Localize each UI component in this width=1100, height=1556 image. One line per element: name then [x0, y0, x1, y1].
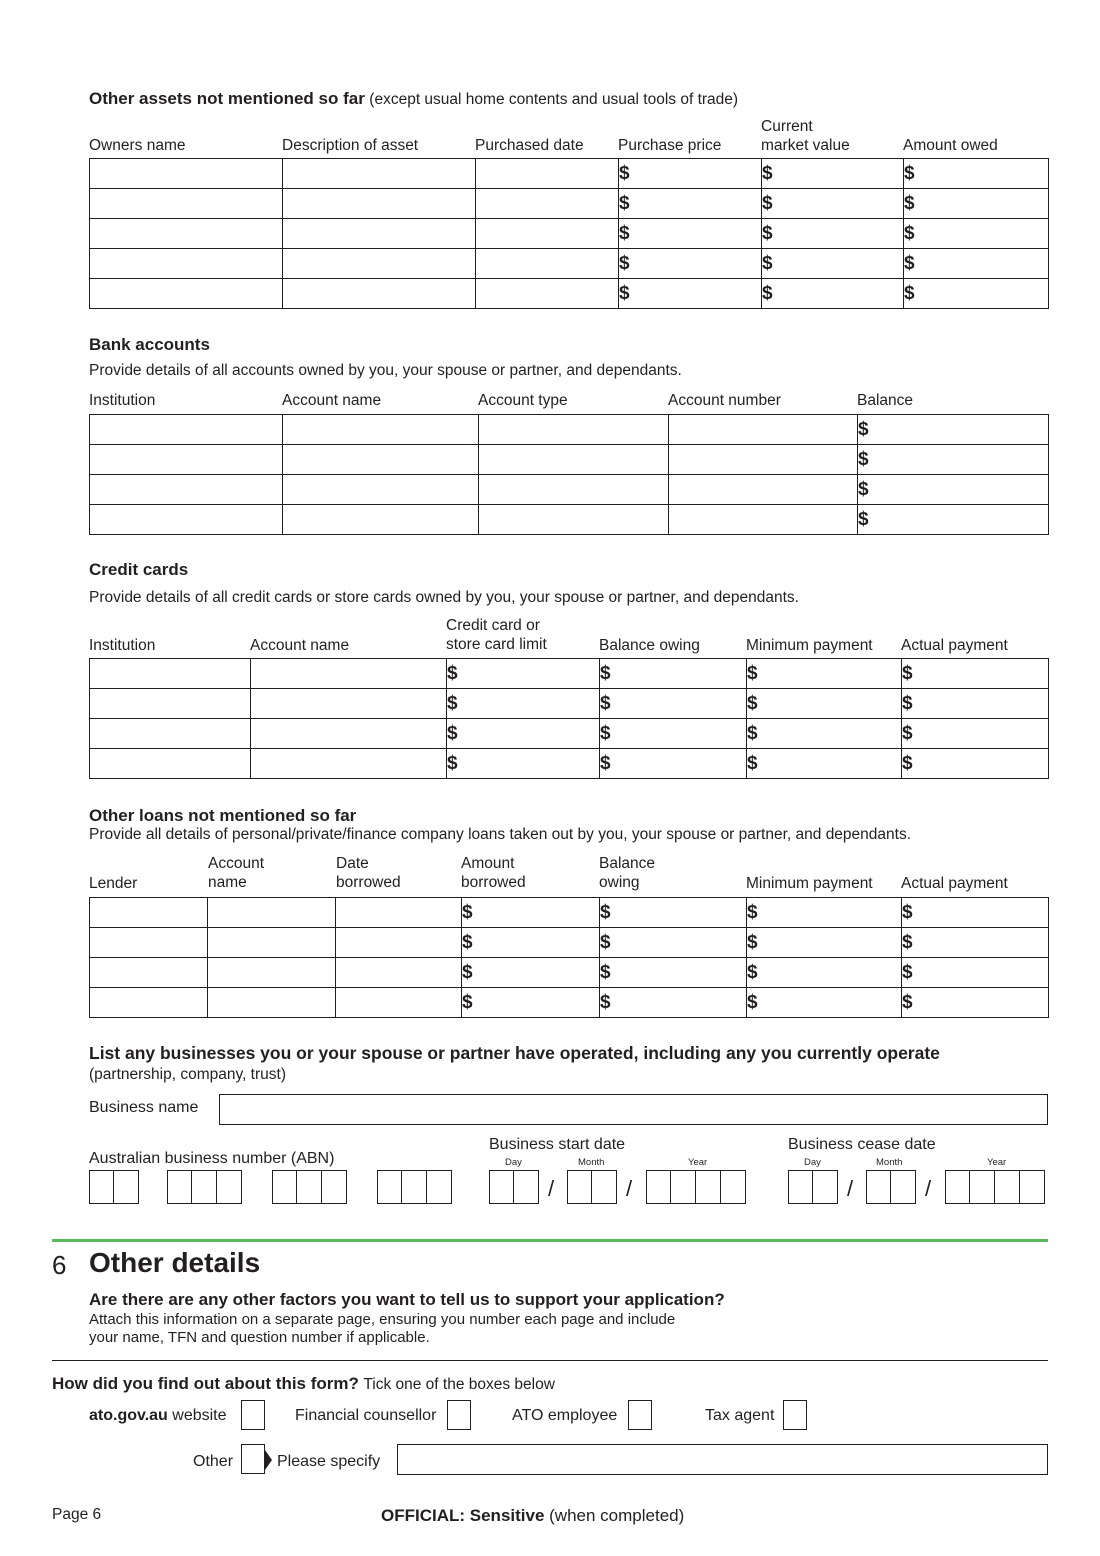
minimum-payment-cell[interactable]: $ — [747, 659, 902, 689]
date-borrowed-cell[interactable] — [336, 928, 462, 958]
assets-note: (except usual home contents and usual tools of trade) — [369, 91, 739, 108]
account-type-cell[interactable] — [479, 415, 669, 445]
description-cell[interactable] — [283, 249, 476, 279]
col-card-limit: Credit card or store card limit — [446, 617, 547, 653]
account-type-cell[interactable] — [479, 445, 669, 475]
market-value-cell[interactable]: $ — [762, 249, 904, 279]
page-number: Page 6 — [52, 1506, 102, 1523]
table-row — [90, 958, 1049, 988]
balance-cell[interactable]: $ — [858, 445, 1049, 475]
amount-borrowed-cell[interactable]: $ — [462, 958, 600, 988]
lender-cell[interactable] — [90, 928, 208, 958]
credit-table — [89, 658, 1049, 779]
actual-payment-cell[interactable]: $ — [902, 958, 1049, 988]
purchased-date-cell[interactable] — [476, 159, 619, 189]
account-name-cell[interactable] — [208, 898, 336, 928]
table-row — [90, 279, 1049, 309]
lender-cell[interactable] — [90, 988, 208, 1018]
actual-payment-cell[interactable]: $ — [902, 689, 1049, 719]
account-name-cell[interactable] — [251, 659, 447, 689]
description-cell[interactable] — [283, 189, 476, 219]
factors-question: Are there are any other factors you want to tell us to support your application? — [89, 1290, 725, 1309]
account-type-cell[interactable] — [479, 475, 669, 505]
balance-cell[interactable]: $ — [858, 415, 1049, 445]
assets-heading — [89, 89, 738, 109]
col-minimum-payment: Minimum payment — [746, 875, 873, 892]
ato-website-checkbox[interactable] — [241, 1400, 265, 1430]
minimum-payment-cell[interactable]: $ — [747, 689, 902, 719]
section-title: Other details — [89, 1247, 261, 1278]
business-name-label: Business name — [89, 1099, 199, 1116]
balance-owing-cell[interactable]: $ — [600, 898, 747, 928]
start-month-label: Month — [578, 1157, 605, 1168]
table-row — [90, 475, 1049, 505]
card-limit-cell[interactable]: $ — [447, 659, 600, 689]
institution-cell[interactable] — [90, 719, 251, 749]
institution-cell[interactable] — [90, 505, 283, 535]
start-month-input[interactable] — [567, 1170, 617, 1204]
account-number-cell[interactable] — [669, 475, 858, 505]
col-lender: Lender — [89, 875, 138, 892]
balance-cell[interactable]: $ — [858, 475, 1049, 505]
purchase-price-cell[interactable]: $ — [619, 189, 762, 219]
table-row — [90, 505, 1049, 535]
financial-counsellor-checkbox[interactable] — [447, 1400, 471, 1430]
col-account-number: Account number — [668, 392, 781, 409]
table-row — [90, 659, 1049, 689]
classification-label: OFFICIAL: Sensitive — [381, 1506, 545, 1525]
cease-slash-1: / — [847, 1176, 854, 1201]
purchased-date-cell[interactable] — [476, 279, 619, 309]
cease-month-input[interactable] — [866, 1170, 916, 1204]
col-amount-owed: Amount owed — [903, 137, 998, 154]
col-balance: Balance — [857, 392, 914, 409]
lender-cell[interactable] — [90, 958, 208, 988]
option-other-label: Other — [193, 1453, 234, 1470]
col-account-name: Account name — [208, 855, 265, 891]
start-year-input[interactable] — [646, 1170, 746, 1204]
please-specify-label: Please specify — [277, 1453, 381, 1470]
bank-rows — [90, 415, 1049, 535]
ato-domain-text: ato.gov.au — [89, 1407, 168, 1424]
balance-owing-cell[interactable]: $ — [600, 749, 747, 779]
table-row — [90, 749, 1049, 779]
start-year-label: Year — [688, 1157, 708, 1168]
table-row — [90, 928, 1049, 958]
market-value-cell[interactable]: $ — [762, 189, 904, 219]
col-institution: Institution — [89, 637, 156, 654]
found-heading — [52, 1374, 555, 1394]
owners-name-cell[interactable] — [90, 189, 283, 219]
amount-borrowed-cell[interactable]: $ — [462, 898, 600, 928]
credit-title: Credit cards — [89, 560, 189, 579]
institution-cell[interactable] — [90, 475, 283, 505]
balance-owing-cell[interactable]: $ — [600, 659, 747, 689]
date-borrowed-cell[interactable] — [336, 958, 462, 988]
account-name-cell[interactable] — [283, 475, 479, 505]
business-name-input[interactable] — [219, 1094, 1048, 1125]
bank-description: Provide details of all accounts owned by you, your spouse or partner, and dependants. — [89, 362, 682, 379]
purchase-price-cell[interactable]: $ — [619, 279, 762, 309]
amount-borrowed-cell[interactable]: $ — [462, 988, 600, 1018]
card-limit-cell[interactable]: $ — [447, 719, 600, 749]
found-question: How did you find out about this form? — [52, 1374, 359, 1393]
col-account-name: Account name — [282, 392, 382, 409]
account-name-cell[interactable] — [251, 749, 447, 779]
actual-payment-cell[interactable]: $ — [902, 928, 1049, 958]
loans-table — [89, 897, 1049, 1018]
date-borrowed-cell[interactable] — [336, 898, 462, 928]
account-name-cell[interactable] — [283, 415, 479, 445]
owners-name-cell[interactable] — [90, 249, 283, 279]
found-hint: Tick one of the boxes below — [363, 1376, 555, 1393]
bank-title: Bank accounts — [89, 335, 210, 354]
card-limit-cell[interactable]: $ — [447, 749, 600, 779]
table-row — [90, 189, 1049, 219]
col-account-type: Account type — [478, 392, 568, 409]
abn-group-1[interactable] — [89, 1170, 139, 1204]
institution-cell[interactable] — [90, 659, 251, 689]
option-ato-website-label — [89, 1407, 227, 1425]
col-purchased-date: Purchased date — [475, 137, 584, 154]
col-balance-owing: Balance owing — [599, 637, 700, 654]
institution-cell[interactable] — [90, 445, 283, 475]
col-balance-owing: Balance owing — [599, 855, 656, 891]
table-row — [90, 159, 1049, 189]
table-row — [90, 445, 1049, 475]
abn-label: Australian business number (ABN) — [89, 1150, 335, 1167]
abn-group-4[interactable] — [377, 1170, 452, 1204]
balance-owing-cell[interactable]: $ — [600, 719, 747, 749]
market-value-cell[interactable]: $ — [762, 159, 904, 189]
ato-employee-checkbox[interactable] — [628, 1400, 652, 1430]
factors-instructions — [89, 1311, 675, 1347]
start-day-input[interactable] — [489, 1170, 539, 1204]
tax-agent-checkbox[interactable] — [783, 1400, 807, 1430]
purchased-date-cell[interactable] — [476, 249, 619, 279]
cease-date-label: Business cease date — [788, 1136, 936, 1153]
arrow-right-icon — [265, 1450, 273, 1475]
balance-owing-cell[interactable]: $ — [600, 958, 747, 988]
classification — [381, 1506, 684, 1526]
cease-year-label: Year — [987, 1157, 1007, 1168]
institution-cell[interactable] — [90, 689, 251, 719]
table-row — [90, 988, 1049, 1018]
actual-payment-cell[interactable]: $ — [902, 719, 1049, 749]
balance-cell[interactable]: $ — [858, 505, 1049, 535]
ato-website-text: website — [167, 1407, 227, 1424]
cease-day-input[interactable] — [788, 1170, 838, 1204]
card-limit-cell[interactable]: $ — [447, 689, 600, 719]
col-account-name: Account name — [250, 637, 350, 654]
table-row — [90, 898, 1049, 928]
minimum-payment-cell[interactable]: $ — [747, 719, 902, 749]
cease-year-input[interactable] — [945, 1170, 1045, 1204]
abn-group-3[interactable] — [272, 1170, 347, 1204]
minimum-payment-cell[interactable]: $ — [747, 928, 902, 958]
description-cell[interactable] — [283, 219, 476, 249]
cease-month-label: Month — [876, 1157, 903, 1168]
description-cell[interactable] — [283, 279, 476, 309]
minimum-payment-cell[interactable]: $ — [747, 749, 902, 779]
start-slash-2: / — [626, 1176, 633, 1201]
minimum-payment-cell[interactable]: $ — [747, 958, 902, 988]
assets-rows — [90, 159, 1049, 309]
table-row — [90, 249, 1049, 279]
abn-group-2[interactable] — [167, 1170, 242, 1204]
actual-payment-cell[interactable]: $ — [902, 898, 1049, 928]
rule-line — [52, 1360, 1048, 1361]
account-number-cell[interactable] — [669, 415, 858, 445]
owners-name-cell[interactable] — [90, 279, 283, 309]
balance-owing-cell[interactable]: $ — [600, 928, 747, 958]
actual-payment-cell[interactable]: $ — [902, 988, 1049, 1018]
col-description: Description of asset — [282, 137, 419, 154]
account-name-cell[interactable] — [283, 445, 479, 475]
table-row — [90, 415, 1049, 445]
account-type-cell[interactable] — [479, 505, 669, 535]
business-title: List any businesses you or your spouse or partner have operated, including any you currently operate — [89, 1043, 940, 1063]
purchased-date-cell[interactable] — [476, 189, 619, 219]
account-name-cell[interactable] — [208, 958, 336, 988]
credit-rows — [90, 659, 1049, 779]
institution-cell[interactable] — [90, 749, 251, 779]
option-tax-agent-label: Tax agent — [705, 1407, 775, 1424]
account-name-cell[interactable] — [283, 505, 479, 535]
minimum-payment-cell[interactable]: $ — [747, 898, 902, 928]
market-value-cell[interactable]: $ — [762, 219, 904, 249]
account-name-cell[interactable] — [251, 689, 447, 719]
cease-day-label: Day — [804, 1157, 821, 1168]
section-divider — [52, 1239, 1048, 1242]
date-borrowed-cell[interactable] — [336, 988, 462, 1018]
other-checkbox[interactable] — [241, 1444, 265, 1474]
classification-note: (when completed) — [544, 1506, 685, 1525]
table-row — [90, 719, 1049, 749]
col-institution: Institution — [89, 392, 156, 409]
account-name-cell[interactable] — [208, 928, 336, 958]
description-cell[interactable] — [283, 159, 476, 189]
business-note: (partnership, company, trust) — [89, 1066, 286, 1083]
lender-cell[interactable] — [90, 898, 208, 928]
option-financial-counsellor-label: Financial counsellor — [295, 1407, 437, 1424]
purchase-price-cell[interactable]: $ — [619, 159, 762, 189]
table-row — [90, 689, 1049, 719]
credit-description: Provide details of all credit cards or store cards owned by you, your spouse or partner, and dependants. — [89, 589, 799, 606]
col-market-value: Current market value — [761, 118, 850, 154]
market-value-cell[interactable]: $ — [762, 279, 904, 309]
loans-description: Provide all details of personal/private/finance company loans taken out by you, your spouse or partner, and dependants. — [89, 826, 912, 843]
owners-name-cell[interactable] — [90, 219, 283, 249]
actual-payment-cell[interactable]: $ — [902, 749, 1049, 779]
other-specify-input[interactable] — [397, 1444, 1048, 1475]
amount-borrowed-cell[interactable]: $ — [462, 928, 600, 958]
assets-title: Other assets not mentioned so far — [89, 89, 365, 108]
balance-owing-cell[interactable]: $ — [600, 988, 747, 1018]
account-number-cell[interactable] — [669, 505, 858, 535]
section-number: 6 — [52, 1250, 67, 1280]
amount-owed-cell[interactable]: $ — [904, 249, 1049, 279]
start-slash-1: / — [548, 1176, 555, 1201]
bank-table — [89, 414, 1049, 535]
balance-owing-cell[interactable]: $ — [600, 689, 747, 719]
option-ato-employee-label: ATO employee — [512, 1407, 618, 1424]
loans-rows — [90, 898, 1049, 1018]
minimum-payment-cell[interactable]: $ — [747, 988, 902, 1018]
actual-payment-cell[interactable]: $ — [902, 659, 1049, 689]
purchased-date-cell[interactable] — [476, 219, 619, 249]
amount-owed-cell[interactable]: $ — [904, 279, 1049, 309]
cease-slash-2: / — [925, 1176, 932, 1201]
purchase-price-cell[interactable]: $ — [619, 249, 762, 279]
account-name-cell[interactable] — [251, 719, 447, 749]
account-name-cell[interactable] — [208, 988, 336, 1018]
amount-owed-cell[interactable]: $ — [904, 189, 1049, 219]
account-number-cell[interactable] — [669, 445, 858, 475]
start-day-label: Day — [505, 1157, 522, 1168]
purchase-price-cell[interactable]: $ — [619, 219, 762, 249]
loans-title: Other loans not mentioned so far — [89, 806, 357, 825]
amount-owed-cell[interactable]: $ — [904, 159, 1049, 189]
col-actual-payment: Actual payment — [901, 875, 1008, 892]
col-actual-payment: Actual payment — [901, 637, 1008, 654]
col-owners-name: Owners name — [89, 137, 186, 154]
owners-name-cell[interactable] — [90, 159, 283, 189]
assets-table — [89, 158, 1049, 309]
col-amount-borrowed: Amount borrowed — [461, 855, 526, 891]
col-minimum-payment: Minimum payment — [746, 637, 873, 654]
col-purchase-price: Purchase price — [618, 137, 722, 154]
start-date-label: Business start date — [489, 1136, 626, 1153]
instruction-line-1: Attach this information on a separate page, ensuring you number each page and include — [89, 1311, 676, 1328]
col-date-borrowed: Date borrowed — [336, 855, 401, 891]
institution-cell[interactable] — [90, 415, 283, 445]
instruction-line-2: your name, TFN and question number if applicable. — [89, 1329, 430, 1346]
table-row — [90, 219, 1049, 249]
amount-owed-cell[interactable]: $ — [904, 219, 1049, 249]
